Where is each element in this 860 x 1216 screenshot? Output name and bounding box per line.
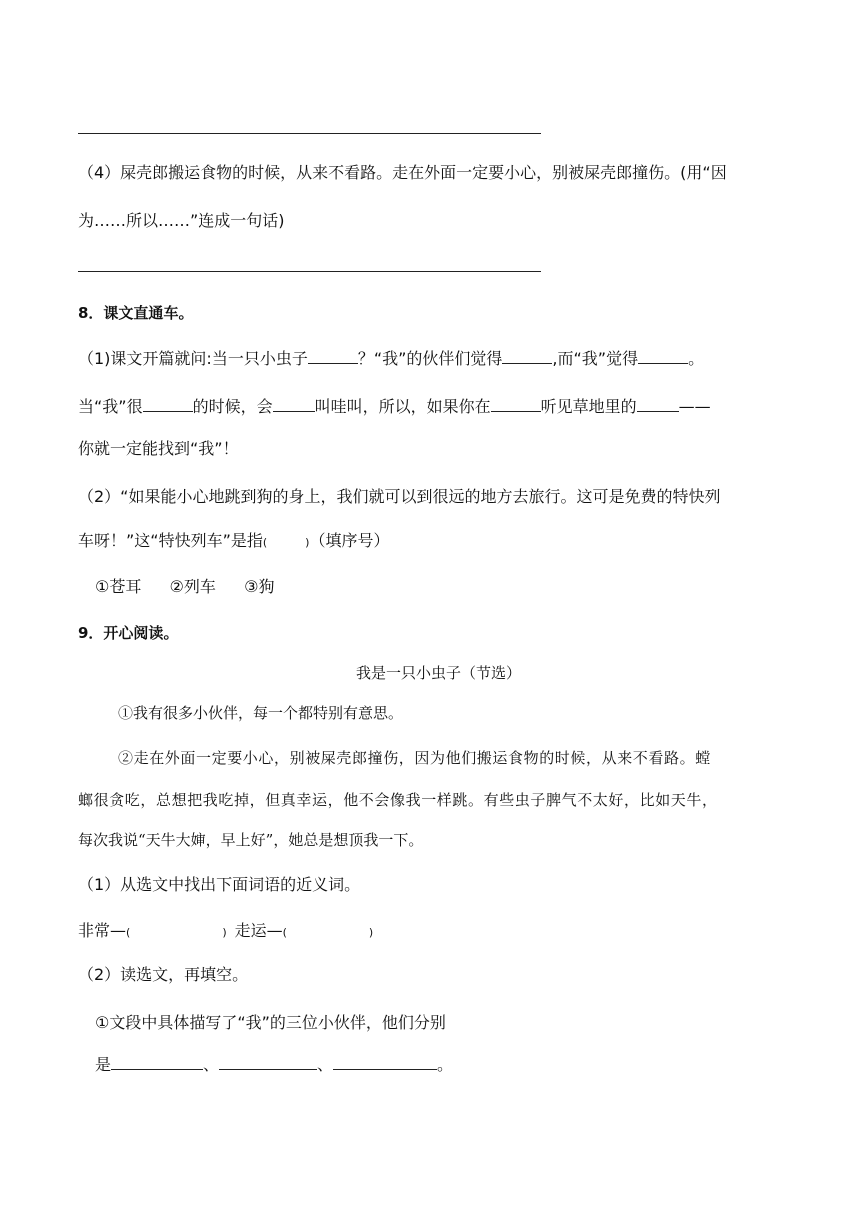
answer-line <box>78 133 541 134</box>
passage-para1: ①我有很多小伙伴，每一个都特别有意思。 <box>118 704 404 722</box>
fill-blank[interactable] <box>111 1053 203 1070</box>
answer-line <box>78 271 541 272</box>
q8-1-text-i: —— <box>678 397 711 416</box>
fill-blank[interactable] <box>333 1053 437 1070</box>
q8-1-text-a: （1)课文开篇就问:当一只小虫子 <box>78 349 308 368</box>
q8-1-text-h: 听见草地里的 <box>540 397 637 416</box>
fill-blank[interactable] <box>638 347 688 364</box>
q8-2-text-a: 车呀！”这“特快列车”是指 <box>78 531 263 550</box>
q8-1-text-d: 。 <box>688 349 705 368</box>
q7-4-line1: （4）屎壳郎搬运食物的时候，从来不看路。走在外面一定要小心，别被屎壳郎撞伤。(用“因 <box>78 163 727 182</box>
q8-1-line3: 你就一定能找到“我”！ <box>78 439 239 458</box>
separator: 、 <box>203 1055 220 1074</box>
answer-paren[interactable]: ( ) <box>282 926 374 939</box>
q9-1-prompt: （1）从选文中找出下面词语的近义词。 <box>78 875 361 894</box>
q9-heading: 9．开心阅读。 <box>78 624 179 642</box>
q8-1-text-f: 的时候，会 <box>192 397 273 416</box>
q8-2-text-b: （填序号） <box>309 531 390 550</box>
fill-blank[interactable] <box>637 395 679 412</box>
passage-para2-line1: ②走在外面一定要小心，别被屎壳郎撞伤，因为他们搬运食物的时候，从来不看路。螳 <box>118 749 711 767</box>
fill-blank[interactable] <box>273 395 315 412</box>
answer-paren[interactable]: ( ) <box>126 926 227 939</box>
fill-blank[interactable] <box>308 347 358 364</box>
option-cang-er: ①苍耳 <box>95 577 142 596</box>
passage-para2-line3: 每次我说“天牛大婶，早上好”，她总是想顶我一下。 <box>78 831 424 849</box>
word-zouyun: 走运— <box>234 921 283 940</box>
q8-2-line1: （2）“如果能小心地跳到狗的身上，我们就可以到很远的地方去旅行。这可是免费的特快列 <box>78 487 721 506</box>
q9-2-prompt: （2）读选文，再填空。 <box>78 965 249 984</box>
separator: 、 <box>317 1055 334 1074</box>
q8-1-line2 <box>78 395 711 417</box>
q7-4-line2: 为……所以……”连成一句话) <box>78 211 285 230</box>
q9-2-line1: ①文段中具体描写了“我”的三位小伙伴，他们分别 <box>95 1013 446 1032</box>
q8-1-text-c: ,而“我”觉得 <box>552 349 639 368</box>
fill-blank[interactable] <box>502 347 552 364</box>
q8-1-text-e: 当“我”很 <box>78 397 143 416</box>
q8-1-text-b: ？“我”的伙伴们觉得 <box>357 349 503 368</box>
word-feichang: 非常— <box>78 921 127 940</box>
fill-blank[interactable] <box>143 395 193 412</box>
q8-heading: 8．课文直通车。 <box>78 304 194 322</box>
q8-2-line2 <box>78 531 389 553</box>
q9-2-text-a: 是 <box>95 1055 112 1074</box>
option-gou: ③狗 <box>244 577 275 596</box>
option-lie-che: ②列车 <box>169 577 216 596</box>
passage-para2-line2: 螂很贪吃，总想把我吃掉，但真幸运，他不会像我一样跳。有些虫子脾气不太好，比如天牛， <box>78 791 718 809</box>
q9-1-answers <box>78 921 373 943</box>
period: 。 <box>437 1055 454 1074</box>
q8-1-line1 <box>78 347 704 369</box>
fill-blank[interactable] <box>491 395 541 412</box>
q8-1-text-g: 叫哇叫，所以，如果你在 <box>314 397 491 416</box>
q8-2-options <box>95 577 274 597</box>
fill-blank[interactable] <box>219 1053 317 1070</box>
q9-2-line2 <box>95 1053 453 1075</box>
passage-title: 我是一只小虫子（节选） <box>356 664 522 682</box>
answer-paren[interactable]: ( ) <box>262 536 310 549</box>
